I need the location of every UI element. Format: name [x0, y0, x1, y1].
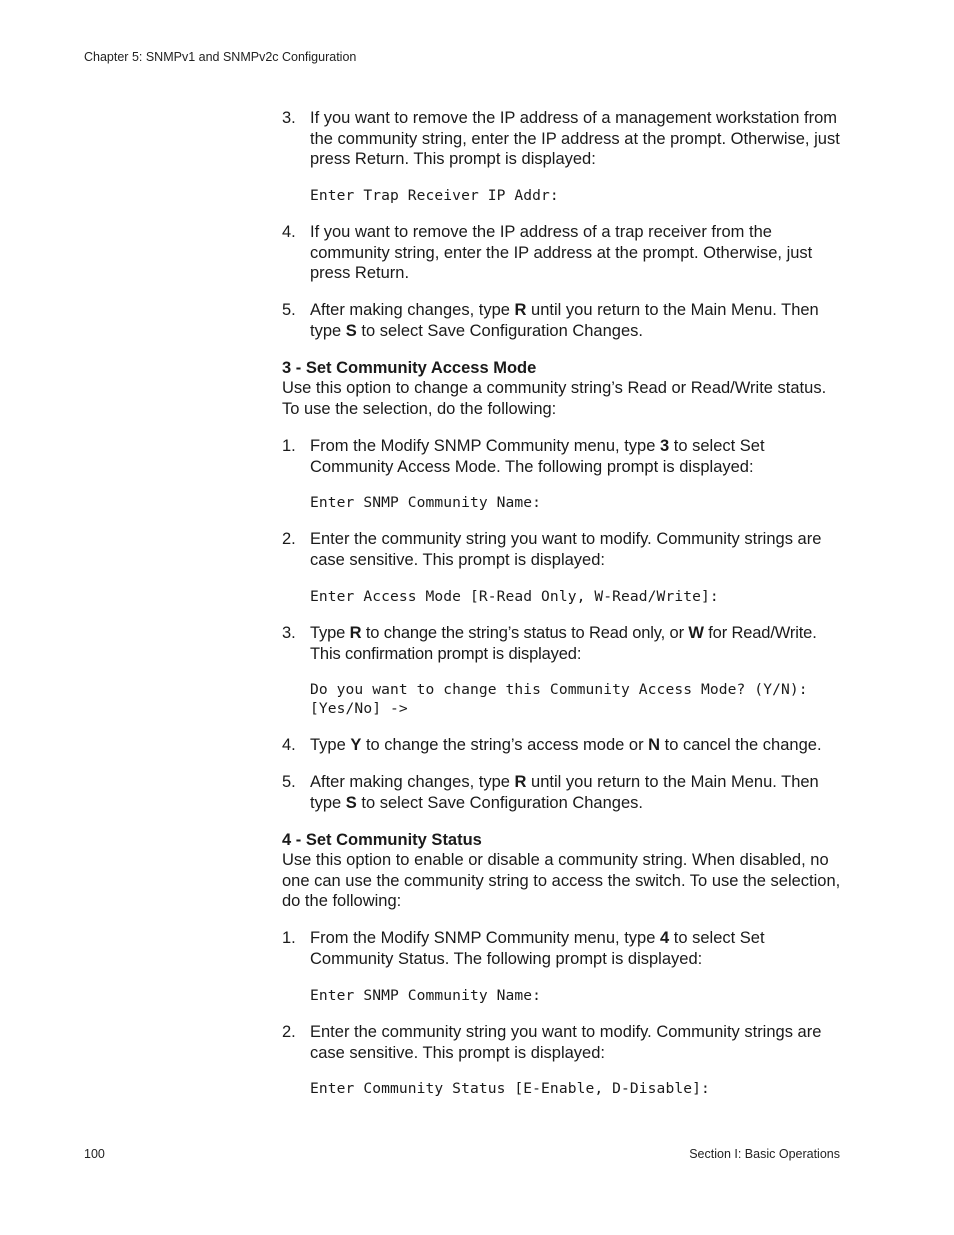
step-number: 1. — [282, 929, 296, 947]
step-text: From the Modify SNMP Community menu, type 3 to select Set Community Access Mode. The following prompt is displayed: — [310, 437, 765, 476]
code-prompt: Enter Access Mode [R-Read Only, W-Read/Write]: — [310, 588, 719, 605]
page-number: 100 — [84, 1147, 105, 1161]
step-text: Type R to change the string’s status to Read only, or W for Read/Write. This confirmation prompt is displayed: — [310, 624, 817, 663]
running-footer: Section I: Basic Operations — [689, 1147, 840, 1161]
section-intro: Use this option to enable or disable a community string. When disabled, no one can use the community string to access the switch. To use the selection, do the following: — [282, 851, 841, 910]
step-text: If you want to remove the IP address of a management workstation from the community string, enter the IP address at the prompt. Otherwise, just press Return. This prompt is displayed: — [310, 109, 840, 168]
step-text: After making changes, type R until you return to the Main Menu. Then type S to select Save Configuration Changes. — [310, 773, 819, 812]
code-prompt: Enter Trap Receiver IP Addr: — [310, 187, 559, 204]
step-number: 4. — [282, 736, 296, 754]
step-text: If you want to remove the IP address of a trap receiver from the community string, enter the IP address at the prompt. Otherwise, just press Return. — [310, 223, 813, 282]
code-prompt: Enter Community Status [E-Enable, D-Disable]: — [310, 1080, 710, 1097]
step-number: 2. — [282, 1023, 296, 1041]
step-number: 2. — [282, 530, 296, 548]
step-number: 5. — [282, 773, 296, 791]
step-number: 3. — [282, 109, 296, 127]
code-prompt: Do you want to change this Community Access Mode? (Y/N): — [310, 681, 808, 698]
code-prompt: Enter SNMP Community Name: — [310, 494, 542, 511]
section-heading: 3 - Set Community Access Mode — [282, 359, 537, 377]
step-text: From the Modify SNMP Community menu, type 4 to select Set Community Status. The following prompt is displayed: — [310, 929, 765, 968]
step-number: 5. — [282, 301, 296, 319]
step-number: 3. — [282, 624, 296, 642]
running-header: Chapter 5: SNMPv1 and SNMPv2c Configuration — [84, 50, 357, 64]
section-heading: 4 - Set Community Status — [282, 831, 482, 849]
step-text: After making changes, type R until you return to the Main Menu. Then type S to select Save Configuration Changes. — [310, 301, 819, 340]
section-intro: Use this option to change a community string’s Read or Read/Write status. To use the selection, do the following: — [282, 379, 827, 418]
step-text: Type Y to change the string’s access mode or N to cancel the change. — [310, 736, 822, 754]
step-number: 1. — [282, 437, 296, 455]
step-text: Enter the community string you want to modify. Community strings are case sensitive. This prompt is displayed: — [310, 530, 822, 569]
code-prompt: Enter SNMP Community Name: — [310, 987, 542, 1004]
step-number: 4. — [282, 223, 296, 241]
step-text: Enter the community string you want to modify. Community strings are case sensitive. This prompt is displayed: — [310, 1023, 822, 1062]
code-prompt: [Yes/No] -> — [310, 700, 408, 717]
